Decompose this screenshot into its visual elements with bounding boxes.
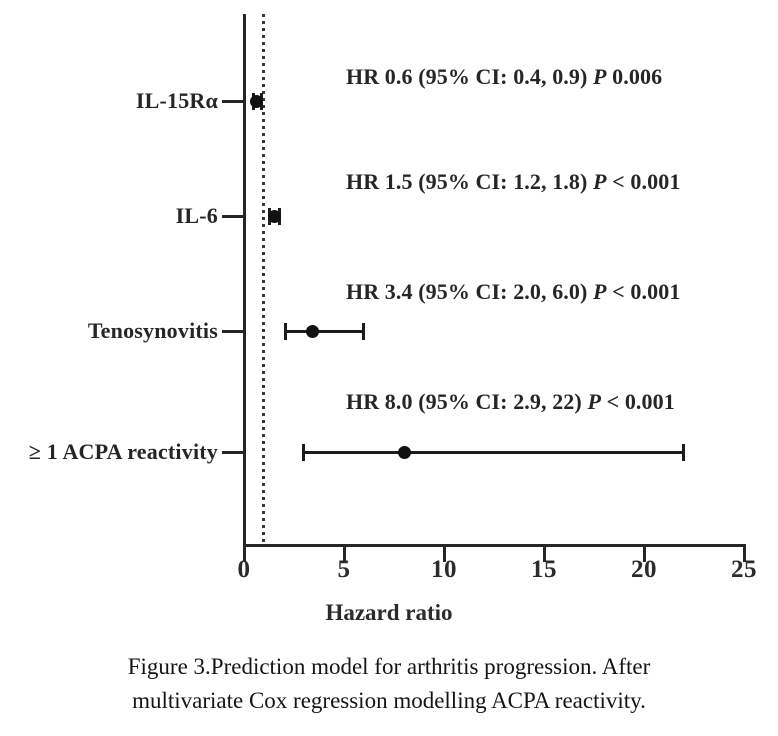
y-tick-3 <box>222 451 244 454</box>
row-label-0: IL-15Rα <box>135 88 218 113</box>
ci-cap-3-high <box>682 444 685 461</box>
point-estimate-3 <box>398 446 411 459</box>
x-axis-title: Hazard ratio <box>325 600 453 625</box>
ci-line-2 <box>284 330 364 333</box>
p-value-symbol: P <box>593 169 607 194</box>
x-tick-label-5: 5 <box>337 556 351 583</box>
ci-cap-2-low <box>284 323 287 340</box>
point-estimate-1 <box>268 210 281 223</box>
row-label-3: ≥ 1 ACPA reactivity <box>28 439 218 464</box>
caption-line-1: Figure 3.Prediction model for arthritis progression. After <box>127 654 651 679</box>
y-tick-2 <box>222 330 244 333</box>
p-value-text: < 0.001 <box>600 389 675 414</box>
y-axis-line <box>243 14 246 546</box>
row-label-2: Tenosynovitis <box>87 318 218 343</box>
figure-caption <box>0 650 778 718</box>
p-value-symbol: P <box>593 64 607 89</box>
point-estimate-2 <box>306 325 319 338</box>
hr-annotation-prefix: HR 1.5 (95% CI: 1.2, 1.8) <box>346 169 594 194</box>
p-value-text: < 0.001 <box>606 279 681 304</box>
x-tick-label-25: 25 <box>731 556 757 583</box>
caption-line-2: multivariate Cox regression modelling ACPA reactivity. <box>132 688 646 713</box>
ci-cap-2-high <box>362 323 365 340</box>
ci-line-3 <box>302 451 684 454</box>
p-value-text: < 0.001 <box>606 169 681 194</box>
hr-annotation-prefix: HR 3.4 (95% CI: 2.0, 6.0) <box>346 279 594 304</box>
hr-annotation-3 <box>346 389 675 415</box>
y-tick-0 <box>222 100 244 103</box>
hr-annotation-prefix: HR 8.0 (95% CI: 2.9, 22) <box>346 389 588 414</box>
p-value-symbol: P <box>587 389 601 414</box>
hr-annotation-prefix: HR 0.6 (95% CI: 0.4, 0.9) <box>346 64 594 89</box>
point-estimate-0 <box>250 95 263 108</box>
hr-annotation-2 <box>346 279 680 305</box>
ci-cap-3-low <box>302 444 305 461</box>
x-tick-label-10: 10 <box>431 556 457 583</box>
x-tick-label-15: 15 <box>531 556 557 583</box>
x-tick-label-20: 20 <box>631 556 657 583</box>
hr-annotation-1 <box>346 169 680 195</box>
x-axis-line <box>243 544 746 547</box>
p-value-text: 0.006 <box>606 64 663 89</box>
p-value-symbol: P <box>593 279 607 304</box>
row-label-1: IL-6 <box>175 203 218 228</box>
y-tick-1 <box>222 215 244 218</box>
x-tick-label-0: 0 <box>237 556 251 583</box>
hr-annotation-0 <box>346 64 662 90</box>
